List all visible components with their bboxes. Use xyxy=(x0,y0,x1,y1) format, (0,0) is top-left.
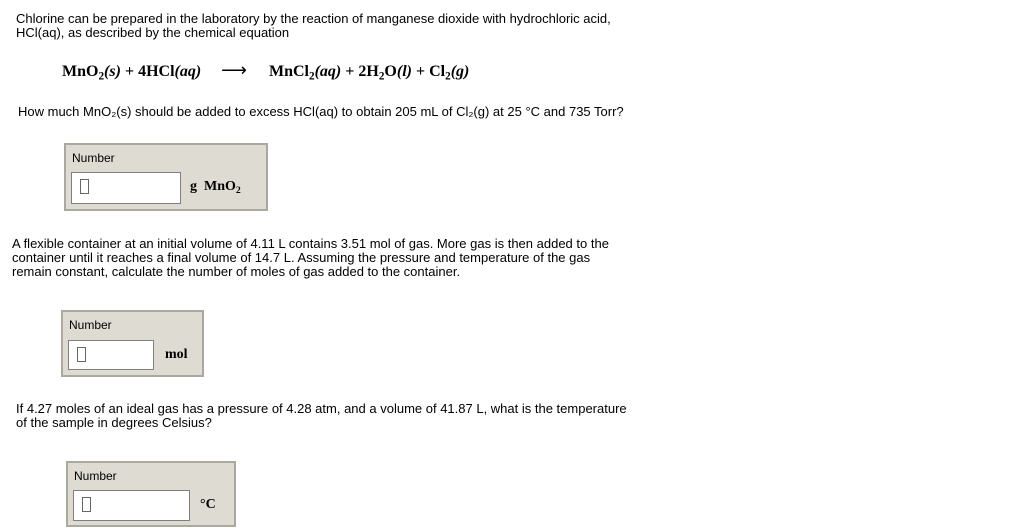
problem1-intro xyxy=(16,12,611,40)
problem2-answer-panel xyxy=(61,310,204,377)
problem1-question: How much MnO₂(s) should be added to excess HCl(aq) to obtain 205 mL of Cl₂(g) at 25 °C and 735 Torr? xyxy=(18,104,624,119)
plus-sign: + xyxy=(345,63,355,80)
problem3-text-line1: If 4.27 moles of an ideal gas has a pressure of 4.28 atm, and a volume of 41.87 L, what is the temperature xyxy=(16,401,627,416)
problem2-text-line3: remain constant, calculate the number of moles of gas added to the container. xyxy=(12,264,461,279)
problem3-unit: °C xyxy=(200,497,216,512)
text-cursor-icon xyxy=(82,497,91,512)
problem3-answer-input[interactable] xyxy=(73,490,190,521)
product-h2o: $2H_2O(l)$ xyxy=(358,63,412,83)
problem1-intro-line1: Chlorine can be prepared in the laboratory by the reaction of manganese dioxide with hydrochloric acid, xyxy=(16,11,611,26)
problem3-text-line2: of the sample in degrees Celsius? xyxy=(16,415,212,430)
text-cursor-icon xyxy=(80,179,89,194)
problem3-answer-panel xyxy=(66,461,236,527)
text-cursor-icon xyxy=(77,347,86,362)
problem1-answer-input[interactable] xyxy=(71,172,181,204)
problem1-answer-panel xyxy=(64,143,268,211)
chemical-equation xyxy=(62,60,469,82)
problem2-text-line1: A flexible container at an initial volume of 4.11 L contains 3.51 mol of gas. More gas is then added to the xyxy=(12,236,609,251)
number-label: Number xyxy=(74,469,117,483)
reactant-hcl: 4HCl(aq) xyxy=(138,63,202,80)
reactant-mno2: MnO$_2$(s) xyxy=(62,63,121,83)
number-label: Number xyxy=(72,151,115,165)
problem2-unit: mol xyxy=(165,347,188,362)
reaction-arrow-icon: ⟶ xyxy=(221,60,247,81)
problem1-intro-line2: HCl(aq), as described by the chemical equation xyxy=(16,25,290,40)
problem2-answer-input[interactable] xyxy=(68,340,154,370)
number-label: Number xyxy=(69,318,112,332)
problem2-text xyxy=(12,237,609,279)
problem2-text-line2: container until it reaches a final volume of 14.7 L. Assuming the pressure and temperature of the gas xyxy=(12,250,591,265)
plus-sign: + xyxy=(415,63,426,80)
product-mncl2: MnCl$_2$(aq) xyxy=(268,63,342,83)
problem1-unit: g MnO$_2$ xyxy=(190,179,241,196)
plus-sign: + xyxy=(124,63,135,80)
problem3-text xyxy=(16,402,627,430)
product-cl2: $Cl_2(g)$ xyxy=(429,63,470,83)
